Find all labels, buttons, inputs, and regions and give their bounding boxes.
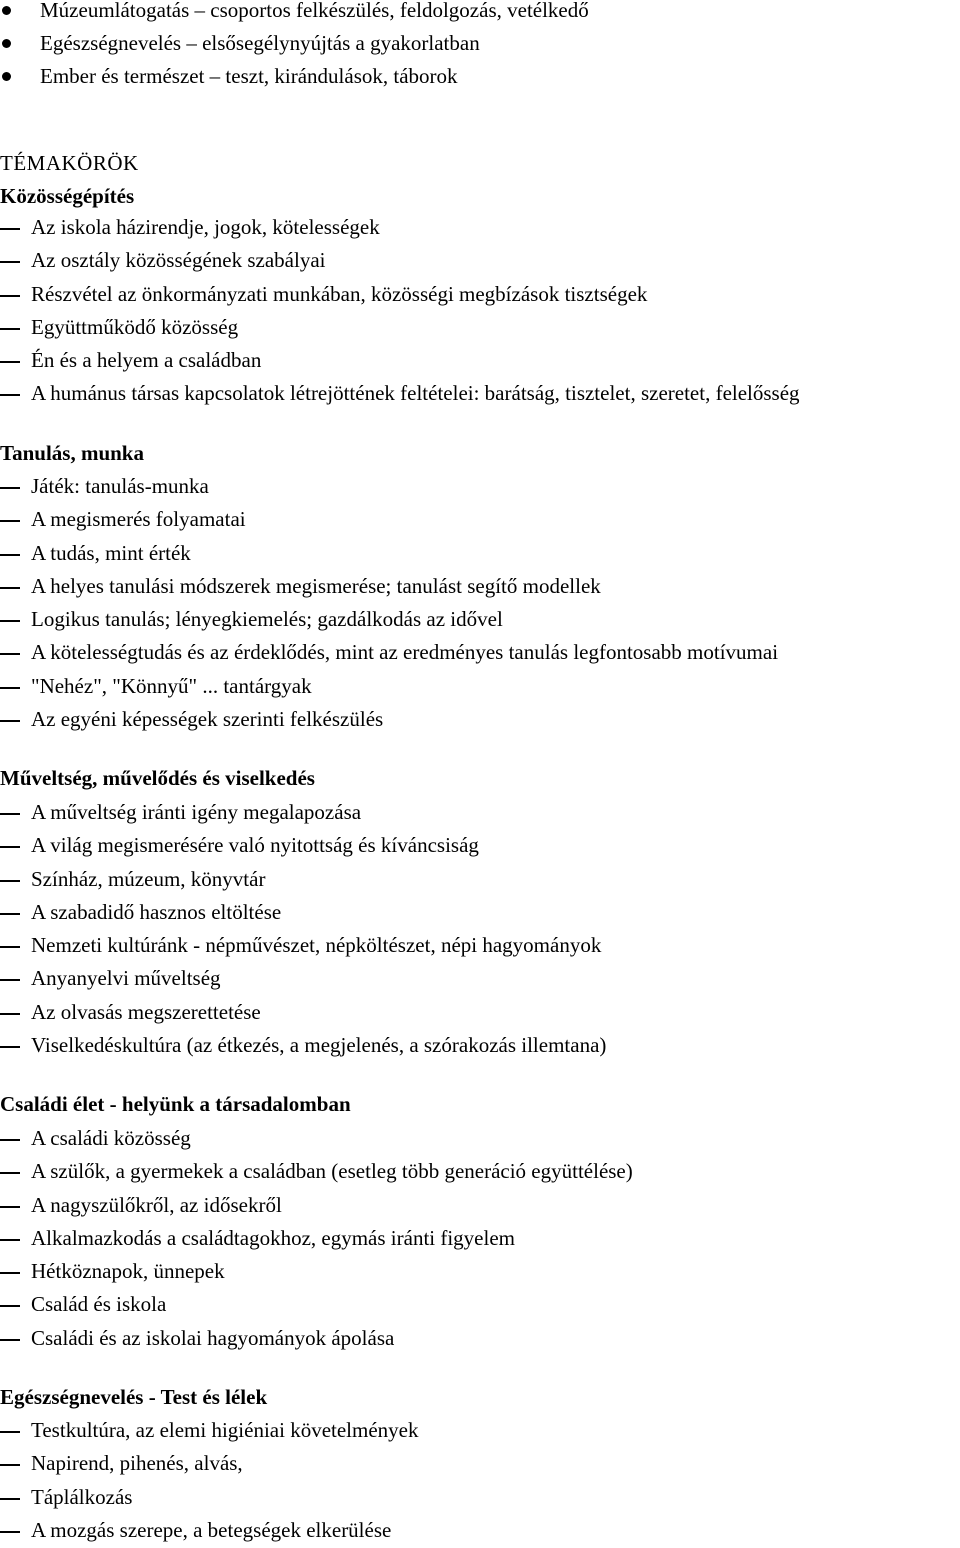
list-item xyxy=(0,244,800,277)
list-item xyxy=(0,796,606,829)
list-item xyxy=(0,636,778,669)
dash-icon xyxy=(0,554,20,556)
main-title: TÉMAKÖRÖK xyxy=(0,151,139,175)
section-list-csaladi-elet xyxy=(0,1122,633,1355)
list-item xyxy=(0,703,778,736)
list-item xyxy=(0,503,778,536)
list-item xyxy=(0,211,800,244)
dash-icon xyxy=(0,880,20,882)
dash-icon xyxy=(0,620,20,622)
bullet-text: Egészségnevelés – elsősegélynyújtás a gyakorlatban xyxy=(40,31,480,55)
bullet-text: Ember és természet – teszt, kirándulások, táborok xyxy=(40,64,458,88)
list-item xyxy=(0,1155,633,1188)
dash-icon xyxy=(0,1046,20,1048)
dash-icon xyxy=(0,913,20,915)
bullet-list xyxy=(0,0,589,93)
list-item-text: A nagyszülőkről, az idősekről xyxy=(31,1192,282,1217)
dash-icon xyxy=(0,487,20,489)
list-item xyxy=(0,311,800,344)
section-list-egeszsegneveles xyxy=(0,1414,418,1547)
list-item-text: A kötelességtudás és az érdeklődés, mint az eredményes tanulás legfontosabb motívumai xyxy=(31,640,779,665)
list-item xyxy=(0,537,778,570)
dash-icon xyxy=(0,1172,20,1174)
dash-icon xyxy=(0,1305,20,1307)
list-item-text: Anyanyelvi műveltség xyxy=(31,966,221,991)
list-item-text: A családi közösség xyxy=(31,1126,191,1150)
list-item-text: Részvétel az önkormányzati munkában, közösségi megbízások tisztségek xyxy=(31,281,648,306)
bullet-item xyxy=(0,60,589,93)
list-item-text: Táplálkozás xyxy=(31,1484,133,1509)
list-item-text: Nemzeti kultúránk - népművészet, népköltészet, népi hagyományok xyxy=(31,933,602,958)
list-item xyxy=(0,570,778,603)
list-item xyxy=(0,670,778,703)
list-item-text: A humánus társas kapcsolatok létrejöttének feltételei: barátság, tisztelet, szeretet, felelősség xyxy=(31,381,800,406)
list-item-text: A megismerés folyamatai xyxy=(31,507,246,532)
list-item-text: Színház, múzeum, könyvtár xyxy=(31,866,266,891)
list-item xyxy=(0,603,778,636)
list-item xyxy=(0,996,606,1029)
list-item xyxy=(0,962,606,995)
list-item-text: A helyes tanulási módszerek megismerése; tanulást segítő modellek xyxy=(31,573,601,598)
list-item xyxy=(0,1189,633,1222)
list-item-text: Család és iskola xyxy=(31,1292,167,1317)
list-item-text: Játék: tanulás-munka xyxy=(31,474,209,498)
list-item xyxy=(0,1288,633,1321)
list-item xyxy=(0,377,800,410)
list-item xyxy=(0,344,800,377)
dash-icon xyxy=(0,687,20,689)
dash-icon xyxy=(0,1239,20,1241)
dash-icon xyxy=(0,1013,20,1015)
bullet-icon xyxy=(2,6,11,15)
list-item xyxy=(0,1122,633,1155)
list-item xyxy=(0,1414,418,1447)
list-item-text: Testkultúra, az elemi higiéniai követelmények xyxy=(31,1418,419,1442)
list-item-text: Az iskola házirendje, jogok, kötelességek xyxy=(31,215,380,239)
dash-icon xyxy=(0,1339,20,1341)
list-item xyxy=(0,278,800,311)
dash-icon xyxy=(0,1498,20,1500)
list-item xyxy=(0,1255,633,1288)
dash-icon xyxy=(0,228,20,230)
dash-icon xyxy=(0,1431,20,1433)
list-item-text: A szülők, a gyermekek a családban (esetleg több generáció együttélése) xyxy=(31,1159,633,1184)
list-item xyxy=(0,1322,633,1355)
section-list-muveltseg xyxy=(0,796,606,1062)
list-item-text: Logikus tanulás; lényegkiemelés; gazdálkodás az idővel xyxy=(31,607,503,632)
list-item-text: Az osztály közösségének szabályai xyxy=(31,248,326,273)
list-item-text: Alkalmazkodás a családtagokhoz, egymás iránti figyelem xyxy=(31,1225,515,1250)
bullet-icon xyxy=(2,39,11,48)
list-item-text: Családi és az iskolai hagyományok ápolása xyxy=(31,1325,395,1350)
list-item xyxy=(0,829,606,862)
section-title-egeszsegneveles: Egészségnevelés - Test és lélek xyxy=(0,1385,268,1409)
list-item xyxy=(0,929,606,962)
dash-icon xyxy=(0,295,20,297)
list-item-text: "Nehéz", "Könnyű" ... tantárgyak xyxy=(31,673,312,698)
list-item xyxy=(0,470,778,503)
list-item-text: Viselkedéskultúra (az étkezés, a megjelenés, a szórakozás illemtana) xyxy=(31,1033,607,1058)
bullet-item xyxy=(0,0,589,27)
dash-icon xyxy=(0,587,20,589)
list-item-text: Az olvasás megszerettetése xyxy=(31,999,261,1024)
list-item-text: A mozgás szerepe, a betegségek elkerülése xyxy=(31,1517,392,1542)
list-item xyxy=(0,1447,418,1480)
bullet-icon xyxy=(2,72,11,81)
list-item-text: Napirend, pihenés, alvás, xyxy=(31,1451,243,1476)
list-item-text: Az egyéni képességek szerinti felkészülés xyxy=(31,707,384,732)
list-item-text: Együttműködő közösség xyxy=(31,314,239,339)
dash-icon xyxy=(0,813,20,815)
dash-icon xyxy=(0,1139,20,1141)
list-item xyxy=(0,1029,606,1062)
list-item xyxy=(0,1222,633,1255)
dash-icon xyxy=(0,520,20,522)
section-list-tanulas-munka xyxy=(0,470,778,736)
dash-icon xyxy=(0,1206,20,1208)
list-item xyxy=(0,863,606,896)
dash-icon xyxy=(0,1272,20,1274)
list-item-text: A világ megismerésére való nyitottság és kíváncsiság xyxy=(31,833,479,858)
section-title-csaladi-elet: Családi élet - helyünk a társadalomban xyxy=(0,1092,351,1116)
dash-icon xyxy=(0,720,20,722)
bullet-item xyxy=(0,27,589,60)
section-title-kozossegepites: Közösségépítés xyxy=(0,184,135,208)
dash-icon xyxy=(0,261,20,263)
bullet-text: Múzeumlátogatás – csoportos felkészülés, feldolgozás, vetélkedő xyxy=(40,0,589,22)
list-item-text: A műveltség iránti igény megalapozása xyxy=(31,800,362,824)
dash-icon xyxy=(0,394,20,396)
dash-icon xyxy=(0,946,20,948)
list-item xyxy=(0,1514,418,1547)
dash-icon xyxy=(0,361,20,363)
list-item-text: A tudás, mint érték xyxy=(31,540,191,565)
dash-icon xyxy=(0,653,20,655)
dash-icon xyxy=(0,1464,20,1466)
section-title-muveltseg: Műveltség, művelődés és viselkedés xyxy=(0,766,315,790)
dash-icon xyxy=(0,979,20,981)
dash-icon xyxy=(0,328,20,330)
list-item xyxy=(0,896,606,929)
list-item-text: Én és a helyem a családban xyxy=(31,348,262,373)
list-item xyxy=(0,1481,418,1514)
dash-icon xyxy=(0,846,20,848)
list-item-text: A szabadidő hasznos eltöltése xyxy=(31,899,282,924)
dash-icon xyxy=(0,1531,20,1533)
list-item-text: Hétköznapok, ünnepek xyxy=(31,1259,225,1284)
section-title-tanulas-munka: Tanulás, munka xyxy=(0,441,144,465)
section-list-kozossegepites xyxy=(0,211,800,411)
